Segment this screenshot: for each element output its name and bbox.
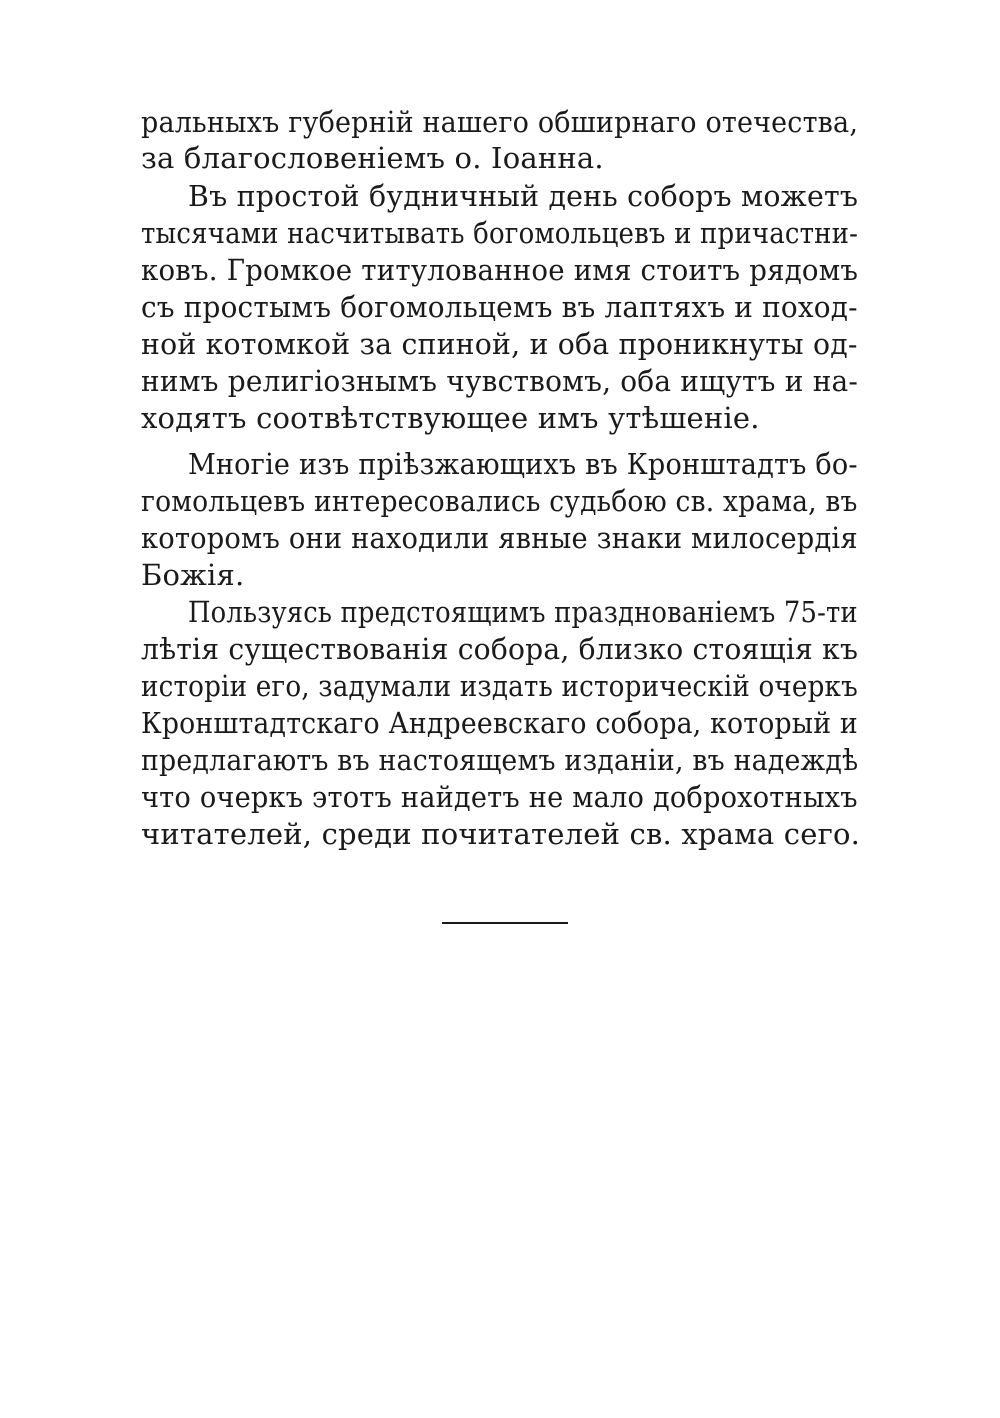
text-line: Божія. [141,558,245,592]
text-line: съ простымъ богомольцемъ въ лаптяхъ и поход- [141,290,858,324]
text-line: Въ простой будничный день соборъ можетъ [188,179,859,213]
text-line: лѣтія существованія собора, близко стоящія къ [141,632,859,666]
section-end-rule [442,922,568,924]
text-line: за благословеніемъ о. Іоанна. [141,141,604,175]
text-line: тысячами насчитывать богомольцевъ и причастни- [141,216,859,250]
text-line: ральныхъ губерній нашего обширнаго отечества, [141,105,859,139]
text-line: читателей, среди почитателей св. храма сего. [141,817,861,851]
text-line: гомольцевъ интересовались судьбою св. храма, въ [141,484,858,518]
text-line: Кронштадтскаго Андреевскаго собора, который и [141,706,858,740]
text-line: нимъ религіознымъ чувствомъ, оба ищутъ и на- [141,364,859,398]
text-line: ходятъ соотвѣтствующее имъ утѣшеніе. [141,401,760,435]
text-line: Многіе изъ пріѣзжающихъ въ Кронштадтъ бо- [188,447,858,481]
text-line: которомъ они находили явные знаки милосердія [141,521,858,555]
text-line: ковъ. Громкое титулованное имя стоитъ рядомъ [141,253,859,287]
text-line: Пользуясь предстоящимъ празднованіемъ 75-ти [188,595,858,629]
text-line: предлагаютъ въ настоящемъ изданіи, въ надеждѣ [141,743,859,777]
text-line: что очеркъ этотъ найдетъ не мало доброхотныхъ [141,780,858,814]
text-line: ной котомкой за спиной, и оба проникнуты од- [141,327,858,361]
text-line: исторіи его, задумали издать историческій очеркъ [141,669,858,703]
